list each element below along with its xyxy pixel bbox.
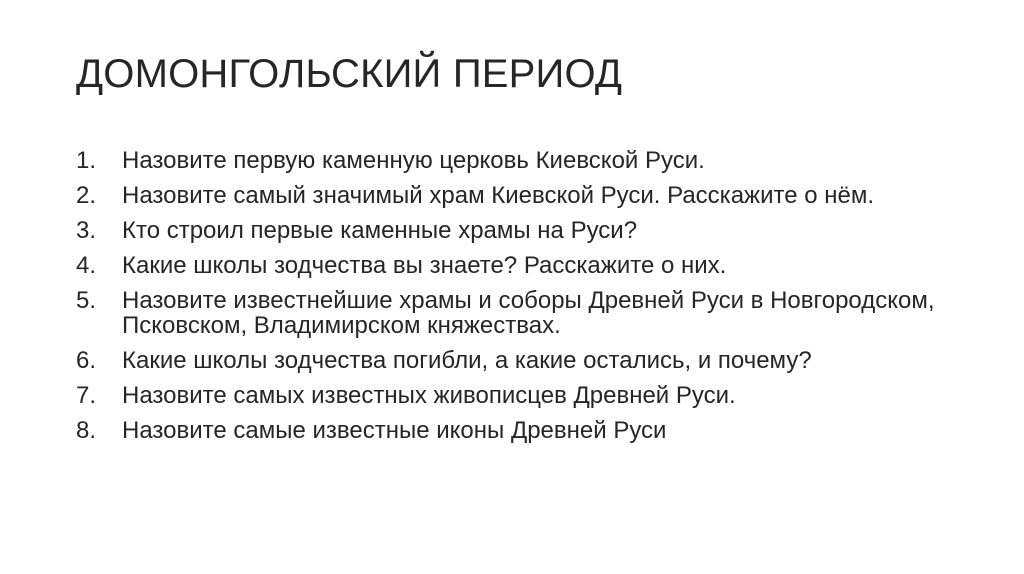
question-item xyxy=(76,148,946,173)
question-text: Кто строил первые каменные храмы на Руси? xyxy=(122,217,638,244)
question-item xyxy=(76,383,946,408)
question-text: Какие школы зодчества вы знаете? Расскажите о них. xyxy=(122,252,727,279)
question-item xyxy=(76,183,946,208)
question-number: 6. xyxy=(76,347,97,374)
question-item xyxy=(76,418,946,443)
slide-title: ДОМОНГОЛЬСКИЙ ПЕРИОД xyxy=(76,52,623,96)
question-number: 5. xyxy=(76,287,97,314)
question-text: Назовите самый значимый храм Киевской Руси. Расскажите о нём. xyxy=(122,182,875,209)
question-number: 7. xyxy=(76,382,97,409)
question-item xyxy=(76,253,946,278)
question-item xyxy=(76,348,946,373)
question-item xyxy=(76,288,946,338)
question-text: Назовите известнейшие храмы и соборы Древней Руси в Новгородском, Псковском, Владимирском княжествах. xyxy=(122,287,935,339)
question-number: 8. xyxy=(76,417,97,444)
question-number: 1. xyxy=(76,147,97,174)
question-number: 4. xyxy=(76,252,97,279)
question-text: Назовите самые известные иконы Древней Руси xyxy=(122,417,667,444)
question-item xyxy=(76,218,946,243)
question-text: Назовите первую каменную церковь Киевской Руси. xyxy=(122,147,705,174)
question-text: Назовите самых известных живописцев Древней Руси. xyxy=(122,382,736,409)
question-number: 2. xyxy=(76,182,97,209)
question-list xyxy=(76,148,946,453)
question-text: Какие школы зодчества погибли, а какие остались, и почему? xyxy=(122,347,812,374)
question-number: 3. xyxy=(76,217,97,244)
